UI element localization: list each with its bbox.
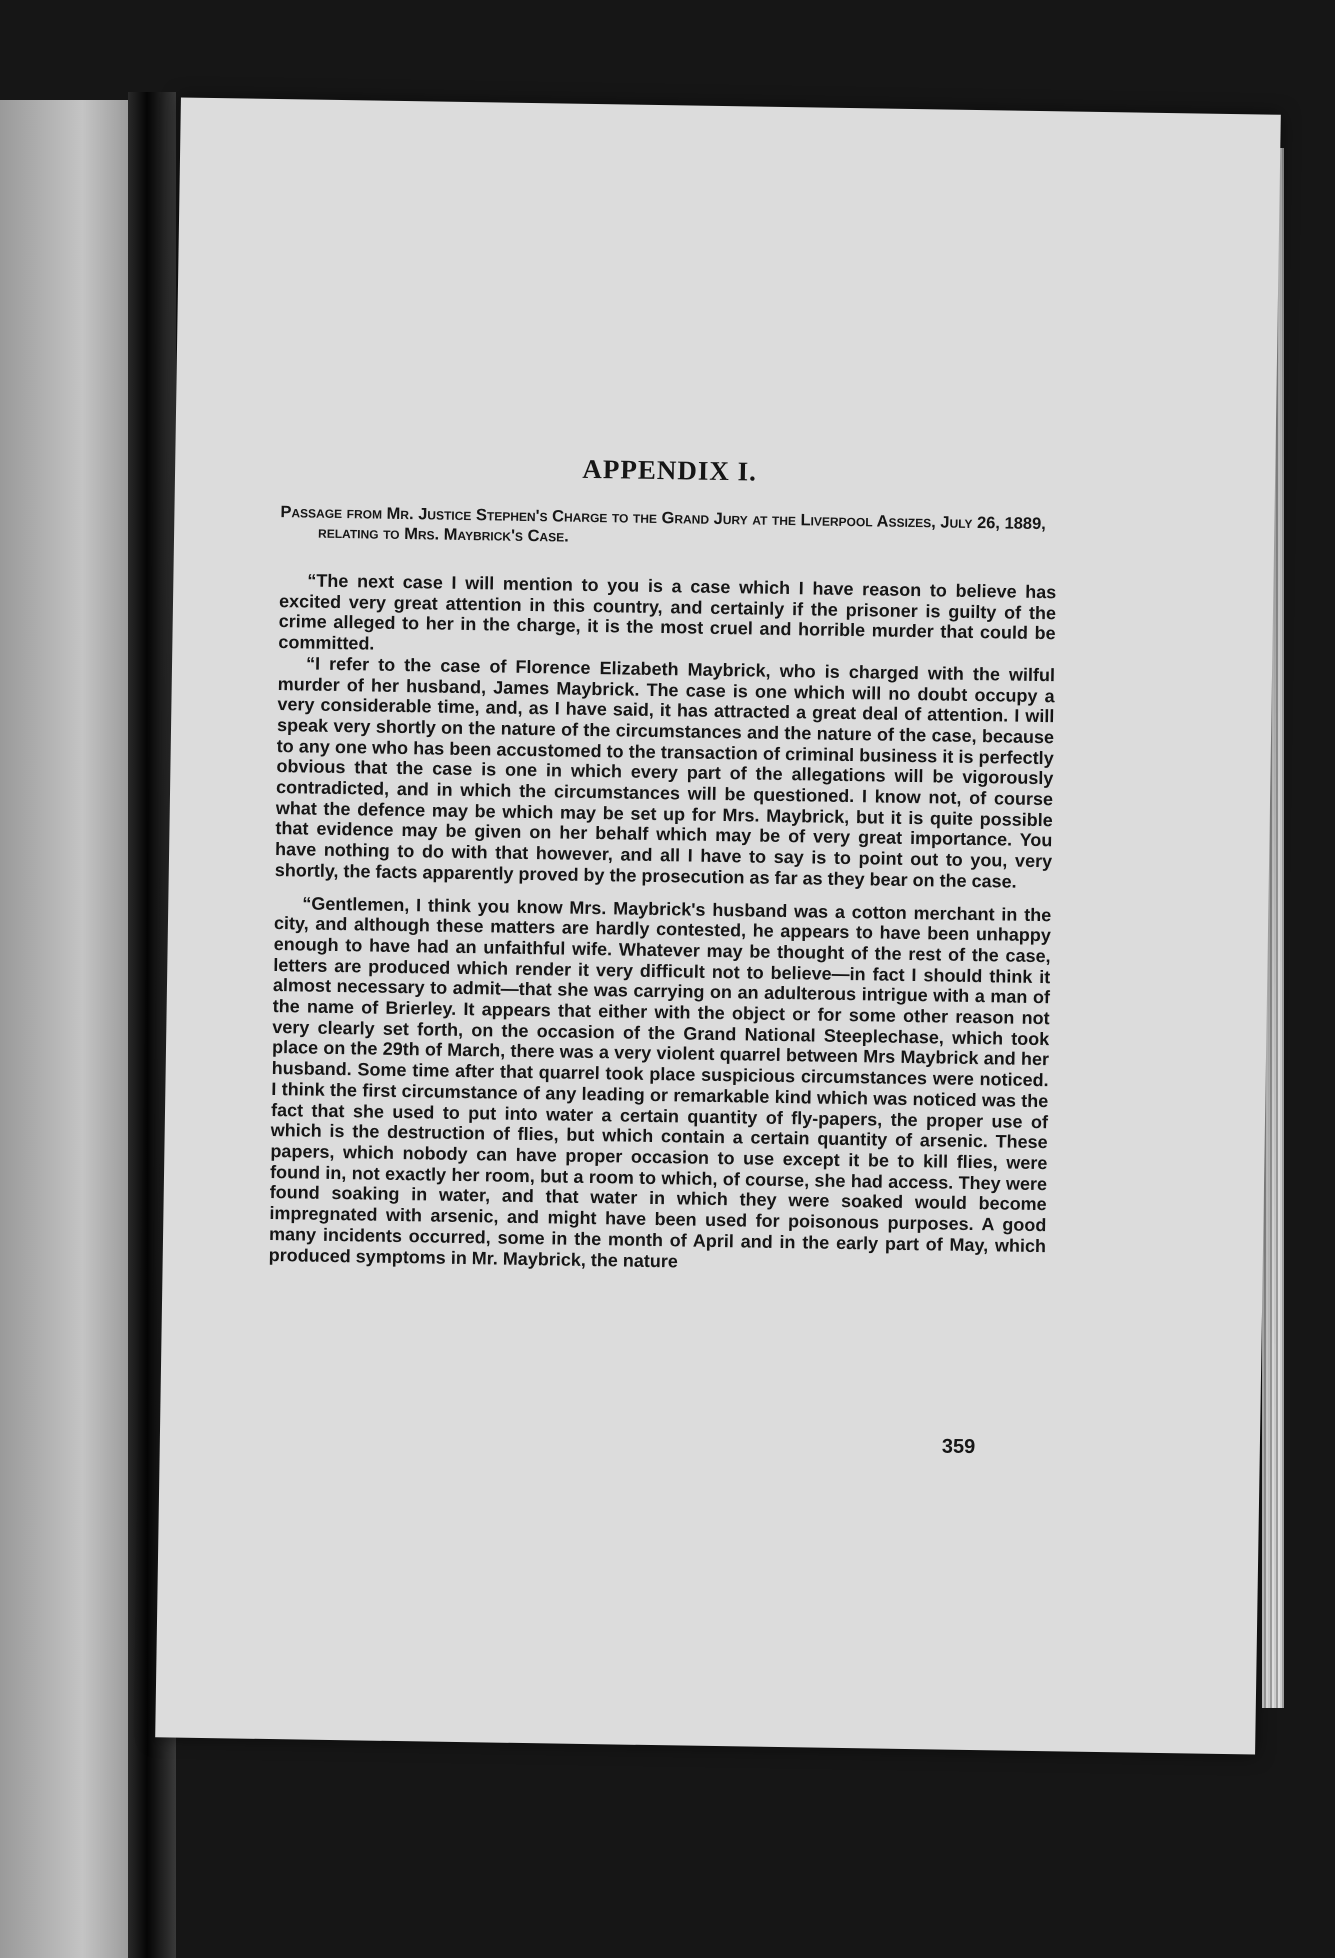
page-content [269,449,1059,1277]
body-paragraph-3: “Gentlemen, I think you know Mrs. Maybrick's husband was a cotton merchant in the city, and although these matters are hardly contested, he appears to have been unhappy enough to have had an unfaithful wife. Whatever may be thought of the rest of the case, letters are produced which render it very difficult not to believe—in fact I should think it almost necessary to admit—that she was carrying on an adulterous intrigue with a man of the name of Brierley. It appears that either with the object or for some other reason not very clearly set forth, on the occasion of the Grand National Steeplechase, which took place on the 29th of March, there was a very violent quarrel between Mrs Maybrick and her husband. Some time after that quarrel took place suspicious circumstances were noticed. I think the first circumstance of any leading or remarkable kind which was noticed was the fact that she used to put into water a certain quantity of fly-papers, the proper use of which is the destruction of flies, but which contain a certain quantity of arsenic. These papers, which nobody can have proper occasion to use except it be to kill flies, were found in, not exactly her room, but a room to which, of course, she had access. They were found soaking in water, and that water in which they were soaked would become impregnated with arsenic, and might have been used for poisonous purposes. A good many incidents occurred, some in the month of April and in the early part of May, which produced symptoms in Mr. Maybrick, the nature [268,893,1052,1271]
appendix-heading: APPENDIX I. [582,453,758,487]
body-paragraph-2: “I refer to the case of Florence Elizabeth Maybrick, who is charged with the wilful murder of her husband, James Maybrick. The case is one which will no doubt occupy a very considerable time, and, as I have said, it has attracted a great deal of attention. I will speak very shortly on the nature of the circumstances and the nature of the case, because to any one who has been accustomed to the transaction of criminal business it is perfectly obvious that the case is one in which every part of the allegations will be vigorously contradicted, and in which the circumstances will be questioned. I know not, of course what the defence may be which may be set up for Mrs. Maybrick, but it is quite possible that evidence may be given on her behalf which may be of very great importance. You have nothing to do with that however, and all I have to say is to point out to you, very shortly, the facts apparently proved by the prosecution as far as they bear on the case. [274,653,1056,892]
book-page [155,97,1281,1754]
page-number: 359 [941,1435,976,1459]
body-paragraph-1: “The next case I will mention to you is a case which I have reason to believe has excited very great attention in this country, and certainly if the prisoner is guilty of the crime alleged to her in the charge, it is the most cruel and horrible murder that could be committed. [278,570,1057,654]
passage-intro: Passage from Mr. Justice Stephen's Charge to the Grand Jury at the Liverpool Assizes, July 26, 1889, relating to Mrs. Maybrick's Case. [280,503,1046,546]
